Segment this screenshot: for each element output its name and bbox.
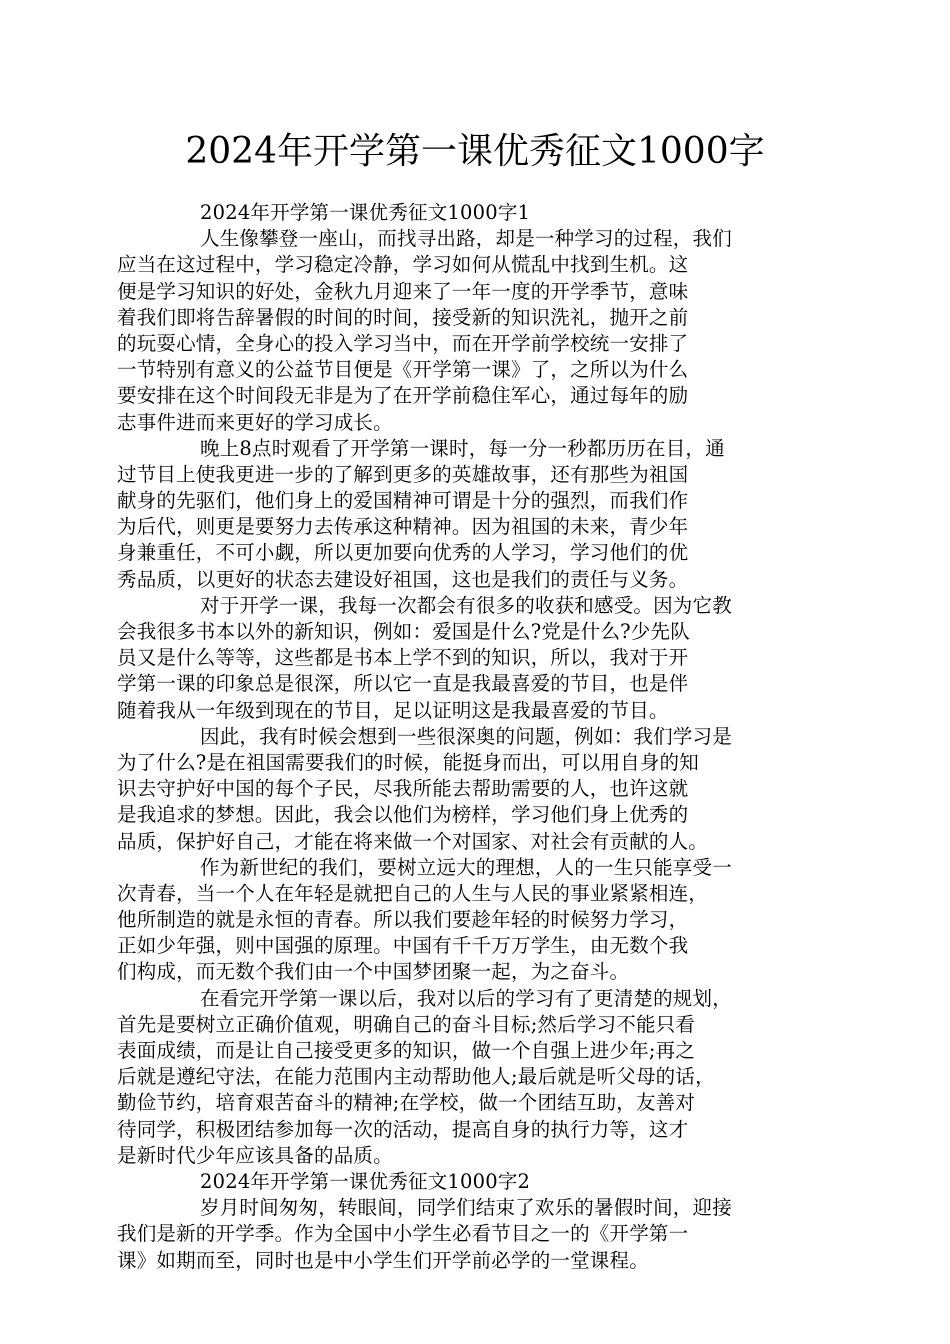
document-title: 2024年开学第一课优秀征文1000字 [185,131,765,172]
text-line: 们构成，而无数个我们由一个中国梦团聚一起，为之奋斗。 [117,960,630,984]
text-line: 2024年开学第一课优秀征文1000字2 [200,1169,531,1193]
text-line: 随着我从一年级到现在的节目，足以证明这是我最喜爱的节目。 [117,698,669,722]
text-line: 首先是要树立正确价值观，明确自己的奋斗目标;然后学习不能只看 [117,1012,696,1036]
text-line: 正如少年强，则中国强的原理。中国有千千万万学生，由无数个我 [117,934,689,958]
text-line: 过节目上使我更进一步的了解到更多的英雄故事，还有那些为祖国 [117,462,689,486]
text-line: 学第一课的印象总是很深，所以它一直是我最喜爱的节目，也是伴 [117,672,689,696]
text-line: 我们是新的开学季。作为全国中小学生必看节目之一的《开学第一 [117,1222,689,1246]
text-line: 为了什么?是在祖国需要我们的时候，能挺身而出，可以用自身的知 [117,750,699,774]
text-line: 秀品质，以更好的状态去建设好祖国，这也是我们的责任与义务。 [117,567,689,591]
text-line: 后就是遵纪守法，在能力范围内主动帮助他人;最后就是听父母的话， [117,1065,715,1089]
text-line: 是我追求的梦想。因此，我会以他们为榜样，学习他们身上优秀的 [117,803,689,827]
text-line: 要安排在这个时间段无非是为了在开学前稳住军心，通过每年的励 [117,384,689,408]
text-line: 晚上8点时观看了开学第一课时，每一分一秒都历历在目，通 [200,436,725,460]
text-line: 志事件进而来更好的学习成长。 [117,410,393,434]
text-line: 应当在这过程中，学习稳定冷静，学习如何从慌乱中找到生机。这 [117,253,689,277]
text-line: 待同学，积极团结参加每一次的活动，提高自身的执行力等，这才 [117,1117,689,1141]
text-line: 着我们即将告辞暑假的时间的时间，接受新的知识洗礼，抛开之前 [117,305,689,329]
text-line: 作为新世纪的我们，要树立远大的理想，人的一生只能享受一 [200,855,732,879]
text-line: 便是学习知识的好处，金秋九月迎来了一年一度的开学季节，意味 [117,279,689,303]
text-line: 为后代，则更是要努力去传承这种精神。因为祖国的未来，青少年 [117,515,689,539]
text-line: 表面成绩，而是让自己接受更多的知识，做一个自强上进少年;再之 [117,1039,696,1062]
text-line: 课》如期而至，同时也是中小学生们开学前必学的一堂课程。 [117,1248,649,1272]
text-line: 2024年开学第一课优秀征文1000字1 [200,201,531,224]
text-line: 献身的先驱们，他们身上的爱国精神可谓是十分的强烈，而我们作 [117,489,689,513]
text-line: 是新时代少年应该具备的品质。 [117,1143,393,1167]
text-line: 员又是什么等等，这些都是书本上学不到的知识，所以，我对于开 [117,646,689,670]
text-line: 的玩耍心情，全身心的投入学习当中，而在开学前学校统一安排了 [117,331,689,355]
text-line: 岁月时间匆匆，转眼间，同学们结束了欢乐的暑假时间，迎接 [200,1196,732,1220]
text-line: 他所制造的就是永恒的青春。所以我们要趁年轻的时候努力学习， [117,908,689,932]
text-line: 身兼重任，不可小觑，所以更加要向优秀的人学习，学习他们的优 [117,541,689,565]
document-body [117,200,820,1274]
text-line: 对于开学一课，我每一次都会有很多的收获和感受。因为它教 [200,593,732,617]
text-line: 品质，保护好自己，才能在将来做一个对国家、对社会有贡献的人。 [117,829,709,853]
text-line: 勤俭节约，培育艰苦奋斗的精神;在学校，做一个团结互助，友善对 [117,1091,696,1115]
text-line: 在看完开学第一课以后，我对以后的学习有了更清楚的规划， [200,986,732,1010]
text-line: 一节特别有意义的公益节目便是《开学第一课》了，之所以为什么 [117,358,689,382]
text-line: 因此，我有时候会想到一些很深奥的问题，例如：我们学习是 [200,724,732,748]
text-line: 人生像攀登一座山，而找寻出路，却是一种学习的过程，我们 [200,227,732,251]
text-line: 识去守护好中国的每个子民，尽我所能去帮助需要的人，也许这就 [117,777,689,801]
text-line: 会我很多书本以外的新知识，例如：爱国是什么?党是什么?少先队 [117,620,690,643]
text-line: 次青春，当一个人在年轻是就把自己的人生与人民的事业紧紧相连， [117,881,709,905]
